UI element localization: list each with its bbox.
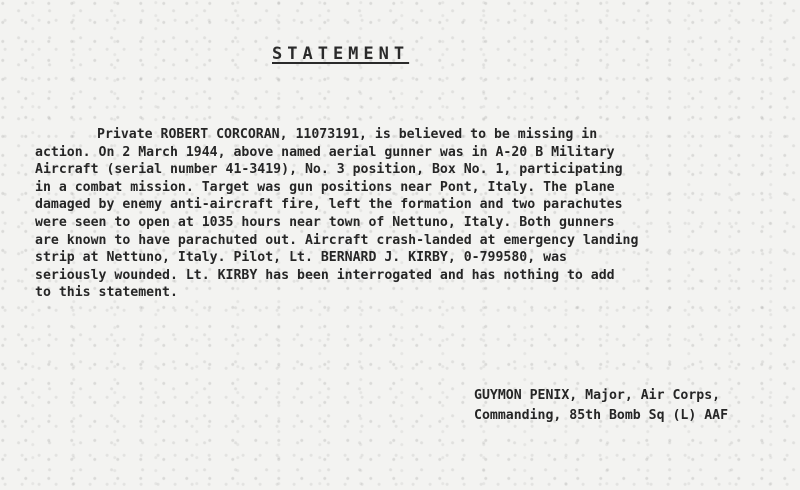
body-line: action. On 2 March 1944, above named aerial gunner was in A-20 B Military	[35, 144, 615, 160]
signature-block	[474, 386, 728, 426]
body-line: Aircraft (serial number 41-3419), No. 3 position, Box No. 1, participating	[35, 162, 623, 178]
body-line: Private ROBERT CORCORAN, 11073191, is believed to be missing in	[97, 127, 598, 142]
statement-body	[35, 126, 755, 302]
signature-name-rank: GUYMON PENIX, Major, Air Corps,	[474, 388, 721, 403]
body-line: damaged by enemy anti-aircraft fire, left the formation and two parachutes	[35, 197, 623, 213]
body-line: in a combat mission. Target was gun positions near Pont, Italy. The plane	[35, 179, 615, 195]
signature-command: Commanding, 85th Bomb Sq (L) AAF	[474, 408, 729, 423]
body-line: seriously wounded. Lt. KIRBY has been interrogated and has nothing to add	[35, 267, 615, 283]
document-title: STATEMENT	[272, 44, 410, 64]
body-line: to this statement.	[35, 285, 178, 301]
body-line: are known to have parachuted out. Aircraft crash-landed at emergency landing	[35, 232, 639, 248]
body-line: were seen to open at 1035 hours near town of Nettuno, Italy. Both gunners	[35, 214, 615, 230]
body-line: strip at Nettuno, Italy. Pilot, Lt. BERNARD J. KIRBY, 0-799580, was	[35, 250, 567, 266]
